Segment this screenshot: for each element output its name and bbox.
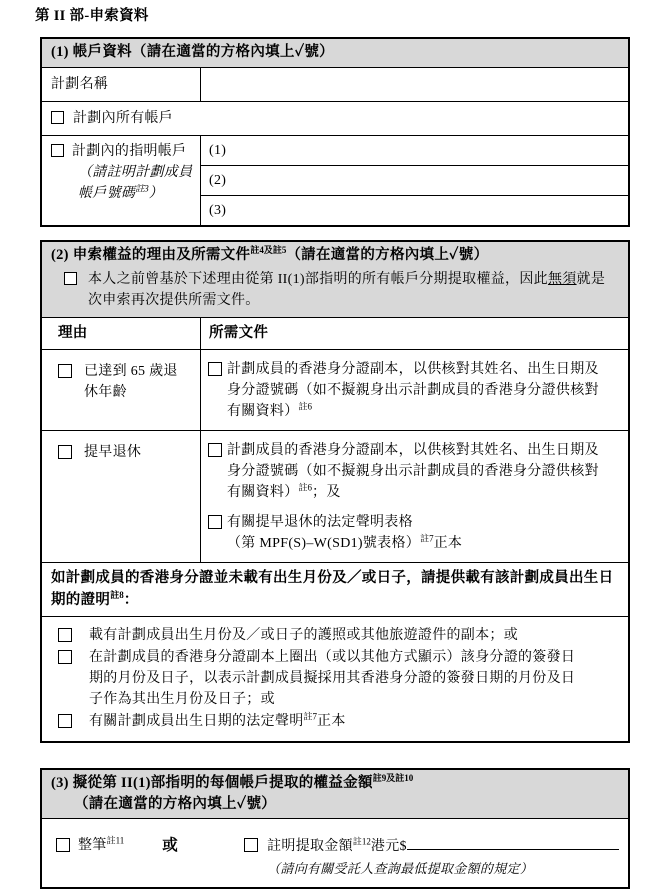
birth-proof-item-declaration	[42, 711, 628, 732]
column-header-reason: 理由	[42, 318, 201, 349]
page-title: 第 II 部-申索資料	[35, 8, 149, 24]
section2-claim-reason-table	[40, 240, 630, 743]
birth-date-note: 如計劃成員的香港身分證並未載有出生月份及／或日子，請提供載有該計劃成員出生日期的證明$^{註8}$：	[42, 562, 628, 616]
or-label: 或	[162, 837, 179, 854]
previous-claim-text: 本人之前曾基於下述理由從第 II(1)部指明的所有帳戶分期提取權益，因此無須就是次申索再次提供所需文件。	[88, 272, 606, 308]
doc-item-statutory-declaration	[208, 512, 624, 554]
doc-item-hkid-copy-2	[208, 440, 624, 503]
section2-header-block	[42, 242, 628, 317]
all-accounts-row	[42, 101, 628, 135]
scheme-name-label: 計劃名稱	[42, 68, 201, 101]
account-number-label-3: (3)	[209, 203, 227, 218]
birth-proof-list	[42, 616, 628, 741]
birth-proof-declaration-text: 有關計劃成員出生日期的法定聲明$^{註7}$正本	[89, 711, 346, 729]
specified-accounts-row	[42, 135, 628, 225]
account-number-row-3	[201, 195, 628, 225]
checkbox-doc-hkid-copy-2[interactable]	[208, 443, 222, 457]
doc-hkid-copy-text: 計劃成員的香港身分證副本，以供核對其姓名、出生日期及身分證號碼（如不擬親身出示計劃成員的香港身分證供核對有關資料）$^{註6}$	[227, 362, 599, 419]
section1-account-info-table	[40, 37, 630, 227]
checkbox-lump-sum[interactable]	[56, 838, 70, 852]
checkbox-doc-hkid-copy[interactable]	[208, 362, 222, 376]
birth-proof-passport-text: 載有計劃成員出生月份及／或日子的護照或其他旅遊證件的副本；或	[89, 628, 518, 643]
birth-proof-circled-hkid-text: 在計劃成員的香港身分證副本上圈出（或以其他方式顯示）該身分證的簽發日期的月份及日子，以表示計劃成員擬採用其香港身分證的簽發日期的月份及日子作為其出生月份及日子；或	[89, 650, 576, 707]
doc-statutory-declaration-text: 有關提早退休的法定聲明表格 （第 MPF(S)–W(SD1)號表格）$^{註7}$正本	[227, 515, 463, 551]
column-header-row	[42, 317, 628, 349]
checkbox-all-accounts[interactable]	[51, 111, 64, 124]
reason-row-age65	[42, 349, 628, 430]
specified-accounts-note: （請註明計劃成員帳戶號碼$^{註3}$）	[78, 165, 193, 201]
specified-amount-option	[244, 835, 619, 879]
reason-row-early-retirement	[42, 430, 628, 562]
birth-proof-item-circled-hkid	[42, 647, 628, 710]
checkbox-specified-accounts[interactable]	[51, 144, 64, 157]
section1-header: (1) 帳戶資料（請在適當的方格內填上✓號）	[42, 39, 628, 67]
section3-body	[42, 818, 628, 887]
specified-accounts-label: 計劃內的指明帳戶	[72, 144, 187, 159]
withdrawal-amount-input[interactable]	[407, 835, 619, 850]
specified-amount-label: 註明提取金額$^{註12}$港元$	[267, 835, 619, 857]
account-number-label-2: (2)	[209, 173, 227, 188]
reason-early-retirement-label: 提早退休	[84, 445, 142, 460]
checkbox-specified-amount[interactable]	[244, 838, 258, 852]
doc-item-hkid-copy	[208, 359, 624, 422]
checkbox-reason-early-retirement[interactable]	[58, 445, 72, 459]
account-number-row-2	[201, 165, 628, 195]
lump-sum-option	[56, 835, 124, 879]
checkbox-doc-statutory-declaration[interactable]	[208, 515, 222, 529]
checkbox-birth-proof-declaration[interactable]	[58, 714, 72, 728]
all-accounts-label: 計劃內所有帳戶	[73, 111, 174, 126]
scheme-name-input[interactable]	[201, 68, 628, 101]
section3-withdrawal-amount-table	[40, 768, 630, 889]
checkbox-previous-claim[interactable]	[64, 272, 77, 285]
scheme-name-row	[42, 67, 628, 101]
previous-claim-row	[64, 269, 619, 311]
section3-header-line1: (3) 擬從第 II(1)部指明的每個帳戶提取的權益金額$^{註9及註10}$	[51, 773, 414, 791]
checkbox-birth-proof-circled-hkid[interactable]	[58, 650, 72, 664]
section3-header-line2: （請在適當的方格內填上✓號）	[74, 796, 277, 812]
minimum-amount-note: （請向有關受託人查詢最低提取金額的規定）	[267, 861, 534, 876]
checkbox-birth-proof-passport[interactable]	[58, 628, 72, 642]
account-number-label-1: (1)	[209, 143, 227, 158]
birth-proof-item-passport	[42, 625, 628, 646]
lump-sum-label: 整筆$^{註11}$	[78, 835, 125, 853]
section3-header-block	[42, 770, 628, 818]
reason-age65-label: 已達到 65 歲退休年齡	[84, 364, 178, 400]
doc-hkid-copy-2-text: 計劃成員的香港身分證副本，以供核對其姓名、出生日期及身分證號碼（如不擬親身出示計劃成員的香港身分證供核對有關資料）$^{註6}$；及	[227, 443, 599, 500]
account-number-row-1	[201, 136, 628, 165]
checkbox-reason-age65[interactable]	[58, 364, 72, 378]
column-header-documents: 所需文件	[209, 325, 269, 341]
section2-header: (2) 申索權益的理由及所需文件$^{註4及註5}$（請在適當的方格內填上✓號）	[51, 245, 489, 263]
